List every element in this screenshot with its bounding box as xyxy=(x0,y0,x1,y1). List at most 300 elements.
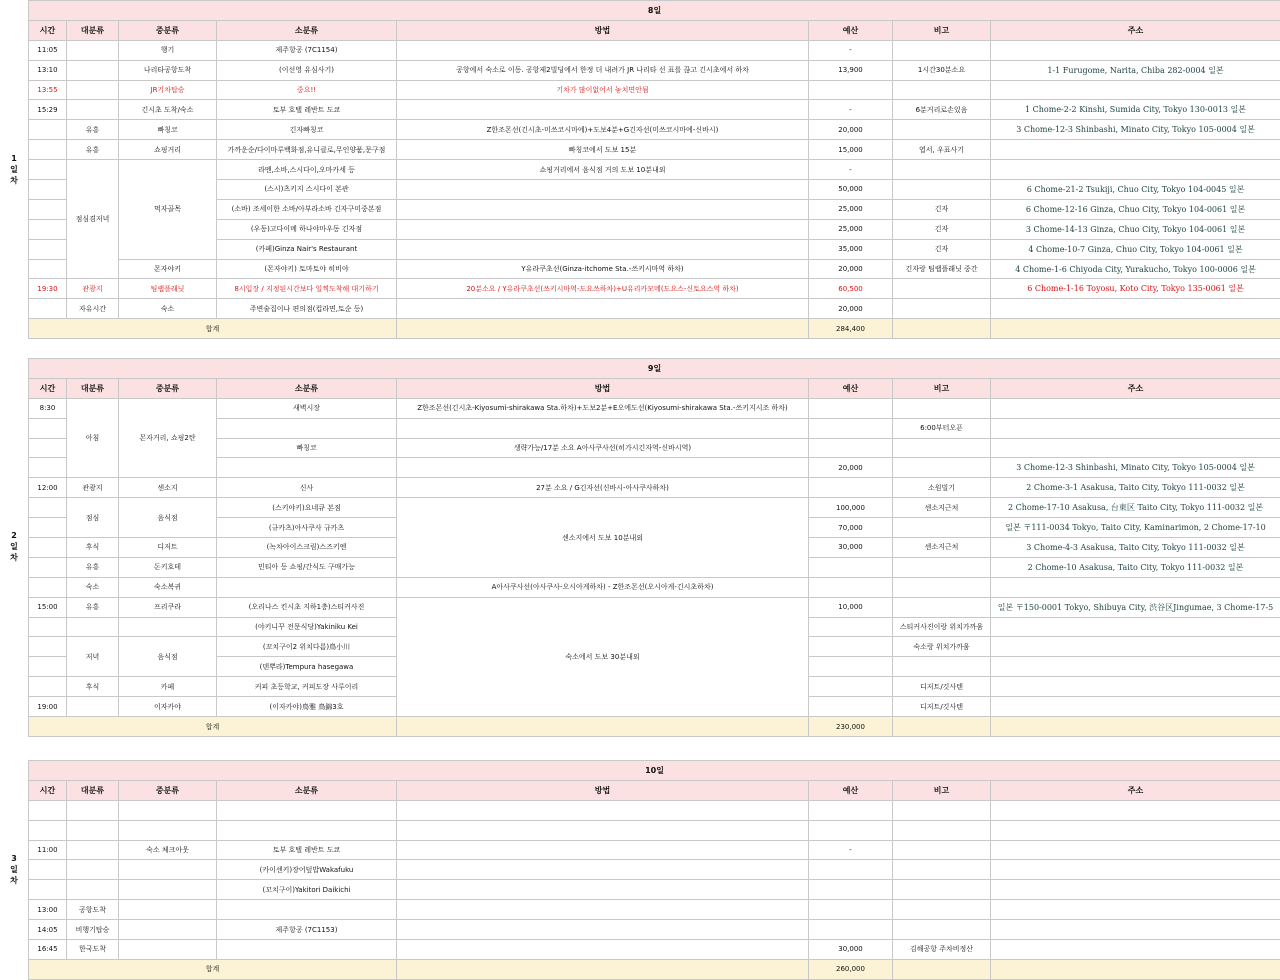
cell-c3[interactable]: (이선영 유심사기) xyxy=(217,60,397,80)
cell-c3[interactable]: 신사 xyxy=(217,478,397,498)
cell-time[interactable] xyxy=(29,438,67,458)
cell-a[interactable] xyxy=(991,840,1280,860)
cell-b[interactable] xyxy=(809,677,893,697)
cell-m[interactable] xyxy=(397,100,809,120)
cell-a[interactable] xyxy=(991,617,1280,637)
cell-time[interactable] xyxy=(29,538,67,558)
cell-b[interactable] xyxy=(809,820,893,840)
cell-c3[interactable]: 긴자빠칭코 xyxy=(217,120,397,140)
cell-c2[interactable] xyxy=(119,940,217,960)
cell-c3[interactable]: 빠칭코 xyxy=(217,438,397,458)
cell-a[interactable] xyxy=(991,577,1280,597)
cell-b[interactable]: 13,900 xyxy=(809,60,893,80)
cell-m[interactable] xyxy=(397,940,809,960)
cell-time[interactable]: 16:45 xyxy=(29,940,67,960)
cell-c2[interactable]: 나리타공항도착 xyxy=(119,60,217,80)
cell-time[interactable] xyxy=(29,418,67,438)
cell-b[interactable]: - xyxy=(809,840,893,860)
cell-c2[interactable]: 빠칭코 xyxy=(119,120,217,140)
column-header-addr[interactable]: 주소 xyxy=(991,20,1280,40)
cell-n[interactable] xyxy=(893,80,991,100)
cell-b[interactable] xyxy=(809,697,893,717)
cell-a[interactable]: 2 Chome-10 Asakusa, Taito City, Tokyo 111-0032 일본 xyxy=(991,557,1280,577)
cell-m[interactable] xyxy=(397,900,809,920)
cell-m[interactable]: Z한조몬선(긴시초-미쓰코시마에)+도보4분+G긴자선(미쓰코시마에-신바시) xyxy=(397,120,809,140)
cell-b[interactable] xyxy=(809,800,893,820)
cell-c3[interactable] xyxy=(217,577,397,597)
cell-c2[interactable] xyxy=(119,800,217,820)
cell-c2[interactable] xyxy=(119,617,217,637)
cell-c3[interactable]: 커피 초등학교, 커피도장 사루이리 xyxy=(217,677,397,697)
cell-n[interactable] xyxy=(893,299,991,319)
column-header-addr[interactable]: 주소 xyxy=(991,780,1280,800)
cell-c1[interactable]: 유흥 xyxy=(67,557,119,577)
cell-c1[interactable]: 아침 xyxy=(67,398,119,478)
cell-c3[interactable]: 라멘,소바,스시다이,오마카세 등 xyxy=(217,160,397,180)
cell-a[interactable]: 2 Chome-17-10 Asakusa, 台東区 Taito City, Tokyo 111-0032 일본 xyxy=(991,498,1280,518)
cell-n[interactable]: 김해공항 주차비정산 xyxy=(893,940,991,960)
cell-a[interactable] xyxy=(991,820,1280,840)
cell-b[interactable]: - xyxy=(809,100,893,120)
cell-n[interactable] xyxy=(893,398,991,418)
cell-c3[interactable]: (우동)고다이메 하나야마우동 긴자점 xyxy=(217,219,397,239)
column-header-cat1[interactable]: 대분류 xyxy=(67,20,119,40)
cell-m[interactable] xyxy=(397,40,809,60)
cell-c2[interactable]: 카페 xyxy=(119,677,217,697)
cell-time[interactable]: 15:29 xyxy=(29,100,67,120)
cell-b[interactable]: 20,000 xyxy=(809,259,893,279)
cell-m[interactable]: 기차가 많이없어서 놓치면안됨 xyxy=(397,80,809,100)
cell-a[interactable] xyxy=(991,140,1280,160)
cell-time[interactable] xyxy=(29,219,67,239)
cell-time[interactable] xyxy=(29,557,67,577)
cell-a[interactable] xyxy=(991,657,1280,677)
cell-n[interactable] xyxy=(893,860,991,880)
cell-c2[interactable]: 팀랩플래닛 xyxy=(119,279,217,299)
cell-n[interactable]: 센소지근처 xyxy=(893,538,991,558)
cell-c3[interactable]: 제주항공 (7C1153) xyxy=(217,920,397,940)
cell-b[interactable]: 25,000 xyxy=(809,199,893,219)
cell-a[interactable] xyxy=(991,40,1280,60)
cell-a[interactable] xyxy=(991,800,1280,820)
cell-time[interactable]: 13:10 xyxy=(29,60,67,80)
cell-a[interactable] xyxy=(991,677,1280,697)
cell-c1[interactable]: 공항도착 xyxy=(67,900,119,920)
cell-time[interactable]: 13:00 xyxy=(29,900,67,920)
cell-c2[interactable]: 디저트 xyxy=(119,538,217,558)
cell-time[interactable] xyxy=(29,498,67,518)
cell-b[interactable] xyxy=(809,637,893,657)
cell-c3[interactable]: 제주항공 (7C1154) xyxy=(217,40,397,60)
cell-b[interactable] xyxy=(809,438,893,458)
cell-time[interactable]: 8:30 xyxy=(29,398,67,418)
cell-b[interactable] xyxy=(809,860,893,880)
column-header-addr[interactable]: 주소 xyxy=(991,378,1280,398)
cell-c3[interactable]: (소바) 조세이한 소바/아부라소바 긴자구미중본점 xyxy=(217,199,397,219)
cell-c3[interactable]: 가까운순/다이마루백화점,유니클로,무인양품,문구점 xyxy=(217,140,397,160)
cell-m[interactable]: 공항에서 숙소로 이동. 공항제2빌딩에서 한정 더 내려가 JR 나리타 선 표를 끊고 긴시초에서 하차 xyxy=(397,60,809,80)
cell-c3[interactable]: (스시)츠키지 스시다이 본관 xyxy=(217,180,397,200)
column-header-method[interactable]: 방법 xyxy=(397,378,809,398)
cell-m[interactable] xyxy=(397,299,809,319)
cell-n[interactable]: 디저트/깃사텐 xyxy=(893,677,991,697)
cell-b[interactable]: 15,000 xyxy=(809,140,893,160)
cell-time[interactable] xyxy=(29,860,67,880)
cell-c1[interactable] xyxy=(67,860,119,880)
cell-c1[interactable]: 점심겸저녁 xyxy=(67,160,119,279)
cell-c3[interactable]: (이자카야)鳥雅 鳥錦3호 xyxy=(217,697,397,717)
cell-a[interactable]: 3 Chome-4-3 Asakusa, Taito City, Tokyo 111-0032 일본 xyxy=(991,538,1280,558)
cell-time[interactable] xyxy=(29,617,67,637)
cell-a[interactable]: 2 Chome-3-1 Asakusa, Taito City, Tokyo 111-0032 일본 xyxy=(991,478,1280,498)
cell-n[interactable]: 긴자 xyxy=(893,239,991,259)
cell-n[interactable] xyxy=(893,800,991,820)
column-header-time[interactable]: 시간 xyxy=(29,378,67,398)
cell-a[interactable]: 1-1 Furugome, Narita, Chiba 282-0004 일본 xyxy=(991,60,1280,80)
cell-c2[interactable]: 먹자골목 xyxy=(119,160,217,259)
cell-n[interactable] xyxy=(893,180,991,200)
cell-a[interactable]: 4 Chome-10-7 Ginza, Chuo City, Tokyo 104-0061 일본 xyxy=(991,239,1280,259)
cell-c3[interactable]: (덴뿌라)Tempura hasegawa xyxy=(217,657,397,677)
cell-c2[interactable] xyxy=(119,820,217,840)
cell-c2[interactable]: 쇼핑거리 xyxy=(119,140,217,160)
cell-b[interactable]: 10,000 xyxy=(809,597,893,617)
column-header-note[interactable]: 비고 xyxy=(893,378,991,398)
cell-m[interactable]: Y유라쿠초선(Ginza-itchome Sta.-쓰키시마역 하차) xyxy=(397,259,809,279)
cell-a[interactable] xyxy=(991,418,1280,438)
cell-b[interactable]: 70,000 xyxy=(809,518,893,538)
cell-n[interactable]: 스티커사진이랑 위치가까움 xyxy=(893,617,991,637)
cell-b[interactable] xyxy=(809,880,893,900)
cell-c1[interactable]: 유흥 xyxy=(67,140,119,160)
cell-c1[interactable]: 유흥 xyxy=(67,597,119,617)
cell-n[interactable] xyxy=(893,840,991,860)
cell-a[interactable]: 3 Chome-14-13 Ginza, Chuo City, Tokyo 104-0061 일본 xyxy=(991,219,1280,239)
cell-m[interactable] xyxy=(397,180,809,200)
cell-c2[interactable]: 몬자거리, 쇼핑2탄 xyxy=(119,398,217,478)
cell-time[interactable] xyxy=(29,800,67,820)
column-header-cat2[interactable]: 중분류 xyxy=(119,378,217,398)
cell-c2[interactable]: JR기차탑승 xyxy=(119,80,217,100)
cell-b[interactable]: - xyxy=(809,160,893,180)
cell-m[interactable] xyxy=(397,800,809,820)
column-header-budget[interactable]: 예산 xyxy=(809,780,893,800)
cell-c2[interactable] xyxy=(119,900,217,920)
cell-m[interactable] xyxy=(397,820,809,840)
cell-c1[interactable]: 비행기탑승 xyxy=(67,920,119,940)
cell-b[interactable] xyxy=(809,900,893,920)
cell-c2[interactable] xyxy=(119,920,217,940)
cell-c3[interactable] xyxy=(217,940,397,960)
cell-c3[interactable]: 주변술집이나 편의점(컵라면,토순 등) xyxy=(217,299,397,319)
cell-n[interactable]: 긴자 xyxy=(893,199,991,219)
cell-c3[interactable]: 민티아 등 쇼핑/간식도 구매가능 xyxy=(217,557,397,577)
cell-a[interactable]: 1 Chome-2-2 Kinshi, Sumida City, Tokyo 130-0013 일본 xyxy=(991,100,1280,120)
cell-a[interactable] xyxy=(991,860,1280,880)
cell-n[interactable]: 긴자 xyxy=(893,219,991,239)
cell-b[interactable]: 20,000 xyxy=(809,458,893,478)
cell-time[interactable] xyxy=(29,880,67,900)
cell-c3[interactable]: (꼬치구이2 위치다름)鳥小川 xyxy=(217,637,397,657)
cell-c2[interactable]: 행기 xyxy=(119,40,217,60)
column-header-method[interactable]: 방법 xyxy=(397,20,809,40)
cell-c1[interactable]: 자유시간 xyxy=(67,299,119,319)
cell-n[interactable]: 엽서, 우표사기 xyxy=(893,140,991,160)
cell-c3[interactable]: (카페)Ginza Nair's Restaurant xyxy=(217,239,397,259)
cell-n[interactable] xyxy=(893,880,991,900)
cell-m[interactable] xyxy=(397,840,809,860)
cell-m[interactable]: 빠칭코에서 도보 15분 xyxy=(397,140,809,160)
cell-c2[interactable] xyxy=(119,880,217,900)
cell-c3[interactable]: 토부 호텔 레반트 도쿄 xyxy=(217,100,397,120)
cell-n[interactable] xyxy=(893,40,991,60)
cell-c3[interactable]: (야키니꾸 전문식당)Yakiniku Kei xyxy=(217,617,397,637)
cell-a[interactable] xyxy=(991,697,1280,717)
cell-time[interactable] xyxy=(29,677,67,697)
cell-b[interactable]: 50,000 xyxy=(809,180,893,200)
cell-c1[interactable]: 관광지 xyxy=(67,478,119,498)
cell-c3[interactable] xyxy=(217,900,397,920)
cell-time[interactable] xyxy=(29,180,67,200)
column-header-budget[interactable]: 예산 xyxy=(809,20,893,40)
cell-m[interactable]: A아사쿠사선(아사쿠사-오시아게하차) - Z한조몬선(오시아게-긴시초하차) xyxy=(397,577,809,597)
cell-time[interactable] xyxy=(29,160,67,180)
cell-b[interactable] xyxy=(809,478,893,498)
cell-time[interactable]: 12:00 xyxy=(29,478,67,498)
cell-b[interactable]: 35,000 xyxy=(809,239,893,259)
cell-b[interactable]: 30,000 xyxy=(809,940,893,960)
cell-b[interactable] xyxy=(809,80,893,100)
column-header-cat1[interactable]: 대분류 xyxy=(67,378,119,398)
cell-m[interactable] xyxy=(397,239,809,259)
cell-a[interactable] xyxy=(991,160,1280,180)
cell-m[interactable] xyxy=(397,199,809,219)
cell-c1[interactable] xyxy=(67,880,119,900)
column-header-cat3[interactable]: 소분류 xyxy=(217,378,397,398)
cell-m[interactable] xyxy=(397,880,809,900)
cell-a[interactable] xyxy=(991,398,1280,418)
cell-m[interactable] xyxy=(397,920,809,940)
cell-b[interactable]: 20,000 xyxy=(809,120,893,140)
cell-c2[interactable] xyxy=(119,860,217,880)
cell-c2[interactable]: 숙소 xyxy=(119,299,217,319)
cell-n[interactable] xyxy=(893,458,991,478)
cell-c1[interactable] xyxy=(67,617,119,637)
cell-c1[interactable]: 점심 xyxy=(67,498,119,538)
cell-a[interactable]: 6 Chome-12-16 Ginza, Chuo City, Tokyo 104-0061 일본 xyxy=(991,199,1280,219)
cell-a[interactable] xyxy=(991,880,1280,900)
column-header-method[interactable]: 방법 xyxy=(397,780,809,800)
cell-time[interactable]: 19:30 xyxy=(29,279,67,299)
cell-c2[interactable]: 몬자야키 xyxy=(119,259,217,279)
cell-c3[interactable]: (카이센키)장어덮밥Wakafuku xyxy=(217,860,397,880)
cell-a[interactable]: 6 Chome-1-16 Toyosu, Koto City, Tokyo 135-0061 일본 xyxy=(991,279,1280,299)
cell-c1[interactable] xyxy=(67,80,119,100)
cell-c2[interactable]: 숙소 체크아웃 xyxy=(119,840,217,860)
cell-b[interactable] xyxy=(809,617,893,637)
cell-n[interactable] xyxy=(893,279,991,299)
cell-time[interactable]: 11:00 xyxy=(29,840,67,860)
cell-n[interactable] xyxy=(893,120,991,140)
cell-c3[interactable]: (몬자야키) 토마토야 히비야 xyxy=(217,259,397,279)
cell-n[interactable]: 1시간30분소요 xyxy=(893,60,991,80)
cell-b[interactable] xyxy=(809,657,893,677)
column-header-budget[interactable]: 예산 xyxy=(809,378,893,398)
cell-m[interactable]: 센소지에서 도보 10분내외 xyxy=(397,498,809,578)
cell-time[interactable] xyxy=(29,820,67,840)
column-header-cat3[interactable]: 소분류 xyxy=(217,20,397,40)
cell-m[interactable]: 27분 소요 / G긴자선(신바시-아사쿠사하차) xyxy=(397,478,809,498)
cell-time[interactable]: 19:00 xyxy=(29,697,67,717)
cell-time[interactable] xyxy=(29,458,67,478)
cell-c2[interactable]: 긴시초 도착/숙소 xyxy=(119,100,217,120)
cell-a[interactable] xyxy=(991,80,1280,100)
column-header-cat2[interactable]: 중분류 xyxy=(119,20,217,40)
column-header-cat1[interactable]: 대분류 xyxy=(67,780,119,800)
cell-b[interactable] xyxy=(809,557,893,577)
cell-c2[interactable]: 이자카야 xyxy=(119,697,217,717)
cell-n[interactable] xyxy=(893,920,991,940)
cell-a[interactable] xyxy=(991,940,1280,960)
cell-n[interactable] xyxy=(893,518,991,538)
cell-c3[interactable]: (꼬치구이)Yakitori Daikichi xyxy=(217,880,397,900)
cell-b[interactable] xyxy=(809,398,893,418)
cell-time[interactable] xyxy=(29,657,67,677)
cell-time[interactable]: 13:55 xyxy=(29,80,67,100)
cell-c1[interactable]: 유흥 xyxy=(67,120,119,140)
cell-n[interactable] xyxy=(893,900,991,920)
cell-a[interactable] xyxy=(991,637,1280,657)
total-value[interactable]: 260,000 xyxy=(809,959,893,979)
cell-a[interactable]: 4 Chome-1-6 Chiyoda City, Yurakucho, Tokyo 100-0006 일본 xyxy=(991,259,1280,279)
cell-a[interactable]: 일본 〒111-0034 Tokyo, Taito City, Kaminarimon, 2 Chome-17-10 xyxy=(991,518,1280,538)
cell-m[interactable]: 쇼핑거리에서 음식점 거의 도보 10분내외 xyxy=(397,160,809,180)
cell-n[interactable]: 센소지근처 xyxy=(893,498,991,518)
cell-c1[interactable]: 관광지 xyxy=(67,279,119,299)
cell-c1[interactable] xyxy=(67,60,119,80)
cell-m[interactable]: 숙소에서 도보 30분내외 xyxy=(397,597,809,716)
cell-c2[interactable]: 숙소복귀 xyxy=(119,577,217,597)
cell-n[interactable] xyxy=(893,160,991,180)
column-header-time[interactable]: 시간 xyxy=(29,780,67,800)
cell-n[interactable] xyxy=(893,438,991,458)
cell-a[interactable] xyxy=(991,920,1280,940)
cell-a[interactable]: 일본 〒150-0001 Tokyo, Shibuya City, 渋谷区Jingumae, 3 Chome-17-5 xyxy=(991,597,1280,617)
cell-a[interactable]: 6 Chome-21-2 Tsukiji, Chuo City, Tokyo 104-0045 일본 xyxy=(991,180,1280,200)
cell-m[interactable]: Z한조몬선(긴시초-Kiyosumi-shirakawa Sta.하차)+도보2분+E오에도선(Kiyosumi-shirakawa Sta.-쓰키지시조 하차) xyxy=(397,398,809,418)
cell-c3[interactable]: (오리나스 킨시초 지하1층)스티커사진 xyxy=(217,597,397,617)
cell-c1[interactable]: 후식 xyxy=(67,538,119,558)
cell-time[interactable]: 11:05 xyxy=(29,40,67,60)
cell-b[interactable]: 20,000 xyxy=(809,299,893,319)
cell-c2[interactable]: 음식점 xyxy=(119,637,217,677)
cell-c1[interactable] xyxy=(67,800,119,820)
cell-c1[interactable] xyxy=(67,100,119,120)
total-value[interactable]: 230,000 xyxy=(809,717,893,737)
cell-b[interactable] xyxy=(809,418,893,438)
cell-m[interactable] xyxy=(397,418,809,438)
cell-n[interactable]: 6분거리로손있음 xyxy=(893,100,991,120)
cell-n[interactable] xyxy=(893,577,991,597)
column-header-note[interactable]: 비고 xyxy=(893,780,991,800)
cell-b[interactable]: 25,000 xyxy=(809,219,893,239)
cell-a[interactable] xyxy=(991,438,1280,458)
cell-n[interactable]: 숙소랑 위치가까움 xyxy=(893,637,991,657)
cell-a[interactable]: 3 Chome-12-3 Shinbashi, Minato City, Tokyo 105-0004 일본 xyxy=(991,458,1280,478)
cell-c3[interactable] xyxy=(217,820,397,840)
column-header-note[interactable]: 비고 xyxy=(893,20,991,40)
cell-b[interactable]: 30,000 xyxy=(809,538,893,558)
cell-m[interactable] xyxy=(397,860,809,880)
cell-m[interactable] xyxy=(397,458,809,478)
cell-time[interactable] xyxy=(29,518,67,538)
cell-m[interactable]: 20분소요 / Y유라쿠초선(쓰키시마역-도요쓰하차)+U유리카모메(도요스-신토요스역 하차) xyxy=(397,279,809,299)
cell-time[interactable] xyxy=(29,637,67,657)
cell-c1[interactable] xyxy=(67,697,119,717)
cell-n[interactable] xyxy=(893,820,991,840)
cell-c1[interactable] xyxy=(67,40,119,60)
cell-c2[interactable]: 센소지 xyxy=(119,478,217,498)
cell-n[interactable]: 디저트/깃사텐 xyxy=(893,697,991,717)
cell-c3[interactable]: 중요!! xyxy=(217,80,397,100)
cell-b[interactable]: - xyxy=(809,40,893,60)
total-value[interactable]: 284,400 xyxy=(809,319,893,339)
cell-c1[interactable] xyxy=(67,820,119,840)
cell-c3[interactable]: 토부 호텔 레반트 도쿄 xyxy=(217,840,397,860)
cell-b[interactable] xyxy=(809,577,893,597)
cell-a[interactable]: 3 Chome-12-3 Shinbashi, Minato City, Tokyo 105-0004 일본 xyxy=(991,120,1280,140)
cell-c1[interactable]: 후식 xyxy=(67,677,119,697)
cell-c1[interactable]: 저녁 xyxy=(67,637,119,677)
cell-c3[interactable]: (스키야키)요네큐 본점 xyxy=(217,498,397,518)
cell-n[interactable] xyxy=(893,557,991,577)
cell-a[interactable] xyxy=(991,299,1280,319)
cell-c1[interactable] xyxy=(67,840,119,860)
cell-b[interactable]: 60,500 xyxy=(809,279,893,299)
cell-m[interactable] xyxy=(397,219,809,239)
cell-b[interactable]: 100,000 xyxy=(809,498,893,518)
cell-n[interactable] xyxy=(893,597,991,617)
cell-c2[interactable]: 프리쿠라 xyxy=(119,597,217,617)
cell-time[interactable] xyxy=(29,259,67,279)
cell-m[interactable]: 생략가능/17분 소요 A아사쿠사선(히가시긴자역-신바시역) xyxy=(397,438,809,458)
cell-time[interactable] xyxy=(29,120,67,140)
column-header-cat3[interactable]: 소분류 xyxy=(217,780,397,800)
cell-c3[interactable]: (규카츠)아사쿠사 규카츠 xyxy=(217,518,397,538)
cell-c3[interactable]: 8시입장 / 지정된시간보다 일찍도착해 대기하기 xyxy=(217,279,397,299)
cell-c2[interactable]: 돈키호테 xyxy=(119,557,217,577)
column-header-time[interactable]: 시간 xyxy=(29,20,67,40)
cell-time[interactable] xyxy=(29,199,67,219)
cell-c1[interactable]: 숙소 xyxy=(67,577,119,597)
cell-c3[interactable] xyxy=(217,418,397,438)
cell-a[interactable] xyxy=(991,900,1280,920)
cell-n[interactable]: 긴자랑 팀랩플래닛 중간 xyxy=(893,259,991,279)
cell-c3[interactable]: (녹차아이스크림)스즈키엔 xyxy=(217,538,397,558)
column-header-cat2[interactable]: 중분류 xyxy=(119,780,217,800)
cell-n[interactable] xyxy=(893,657,991,677)
cell-n[interactable]: 소원빌기 xyxy=(893,478,991,498)
cell-time[interactable]: 14:05 xyxy=(29,920,67,940)
cell-c3[interactable] xyxy=(217,458,397,478)
cell-b[interactable] xyxy=(809,920,893,940)
cell-c1[interactable]: 한국도착 xyxy=(67,940,119,960)
cell-time[interactable] xyxy=(29,299,67,319)
cell-c3[interactable] xyxy=(217,800,397,820)
cell-c3[interactable]: 새벽시장 xyxy=(217,398,397,418)
cell-n[interactable]: 6:00부터오픈 xyxy=(893,418,991,438)
cell-time[interactable] xyxy=(29,577,67,597)
